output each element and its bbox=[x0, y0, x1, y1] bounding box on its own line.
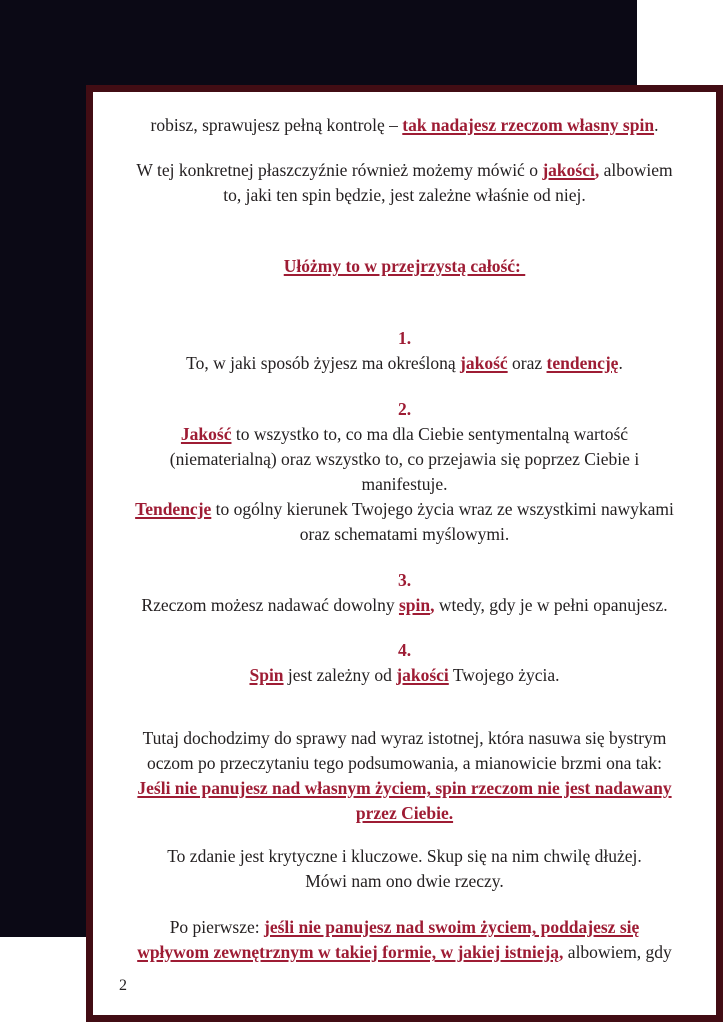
emphasized-text: tendencję bbox=[546, 353, 619, 373]
paragraph-conclusion bbox=[111, 726, 698, 826]
text-line bbox=[111, 663, 698, 688]
item-number-text: 2. bbox=[397, 399, 412, 419]
emphasized-text: tak nadajesz rzeczom własny spin bbox=[402, 115, 655, 135]
emphasized-text: Jeśli nie panujesz nad własnym życiem, spin rzeczom nie jest nadawany bbox=[137, 778, 672, 798]
text-line bbox=[111, 915, 698, 940]
text-run: Po pierwsze: bbox=[169, 917, 264, 937]
text-run: albowiem, gdy bbox=[563, 942, 672, 962]
list-item-1 bbox=[111, 326, 698, 376]
text-run: oczom po przeczytaniu tego podsumowania, a mianowicie brzmi ona tak: bbox=[146, 753, 663, 773]
text-run: Mówi nam ono dwie rzeczy. bbox=[305, 871, 504, 891]
emphasized-text: Jakość bbox=[180, 424, 232, 444]
text-line bbox=[111, 447, 698, 472]
item-number bbox=[111, 568, 698, 593]
text-run: jest zależny od bbox=[283, 665, 397, 685]
emphasized-text: Tendencje bbox=[135, 499, 212, 519]
heading-text: Ułóżmy to w przejrzystą całość: bbox=[283, 256, 526, 276]
emphasized-text: jakości bbox=[396, 665, 449, 685]
text-line bbox=[111, 844, 698, 869]
emphasized-text: spin bbox=[398, 595, 431, 615]
item-number bbox=[111, 638, 698, 663]
paragraph-first-point bbox=[111, 915, 698, 965]
text-run: . bbox=[618, 353, 623, 373]
text-line bbox=[111, 751, 698, 776]
text-run: To zdanie jest krytyczne i kluczowe. Skup się na nim chwilę dłużej. bbox=[167, 846, 642, 866]
list-item-2 bbox=[111, 397, 698, 547]
item-number bbox=[111, 397, 698, 422]
item-number-text: 4. bbox=[397, 640, 412, 660]
text-run: Rzeczom możesz nadawać dowolny bbox=[141, 595, 399, 615]
section-heading bbox=[111, 254, 698, 279]
text-line bbox=[111, 593, 698, 618]
text-run: to ogólny kierunek Twojego życia wraz ze wszystkimi nawykami bbox=[211, 499, 674, 519]
text-run: to, jaki ten spin będzie, jest zależne właśnie od niej. bbox=[223, 185, 586, 205]
text-run: oraz schematami myślowymi. bbox=[299, 524, 510, 544]
text-line bbox=[111, 801, 698, 826]
text-line bbox=[111, 183, 698, 208]
accent-punctuation: , bbox=[430, 595, 435, 615]
item-number bbox=[111, 326, 698, 351]
text-run: W tej konkretnej płaszczyźnie również możemy mówić o bbox=[136, 160, 543, 180]
text-line bbox=[111, 776, 698, 801]
text-run: albowiem bbox=[599, 160, 673, 180]
accent-punctuation: , bbox=[559, 942, 564, 962]
text-run: robisz, sprawujesz pełną kontrolę – bbox=[150, 115, 403, 135]
paragraph-opening bbox=[111, 113, 698, 138]
text-line bbox=[111, 522, 698, 547]
emphasized-text: jakość bbox=[460, 353, 508, 373]
text-line bbox=[111, 422, 698, 447]
page-content bbox=[93, 92, 716, 965]
text-run: to wszystko to, co ma dla Ciebie sentymentalną wartość bbox=[231, 424, 629, 444]
list-item-3 bbox=[111, 568, 698, 618]
text-run: oraz bbox=[507, 353, 547, 373]
text-run: manifestuje. bbox=[361, 474, 448, 494]
page-number: 2 bbox=[119, 977, 127, 994]
item-number-text: 1. bbox=[397, 328, 412, 348]
accent-punctuation: , bbox=[594, 160, 600, 180]
paragraph-reflection bbox=[111, 844, 698, 894]
text-line bbox=[111, 351, 698, 376]
document-page bbox=[86, 85, 723, 1022]
emphasized-text: jeśli nie panujesz nad swoim życiem, poddajesz się bbox=[264, 917, 640, 937]
text-run: wtedy, gdy je w pełni opanujesz. bbox=[434, 595, 668, 615]
text-line bbox=[111, 726, 698, 751]
emphasized-text: jakości bbox=[542, 160, 595, 180]
text-line bbox=[111, 869, 698, 894]
item-number-text: 3. bbox=[397, 570, 412, 590]
text-line bbox=[111, 472, 698, 497]
paragraph-quality bbox=[111, 158, 698, 208]
text-run: Twojego życia. bbox=[448, 665, 560, 685]
text-line bbox=[111, 158, 698, 183]
list-item-4 bbox=[111, 638, 698, 688]
emphasized-text: Spin bbox=[249, 665, 284, 685]
text-run: Tutaj dochodzimy do sprawy nad wyraz istotnej, która nasuwa się bystrym bbox=[142, 728, 667, 748]
text-line bbox=[111, 940, 698, 965]
text-run: (niematerialną) oraz wszystko to, co przejawia się poprzez Ciebie i bbox=[169, 449, 640, 469]
text-line bbox=[111, 497, 698, 522]
text-run: To, w jaki sposób żyjesz ma określoną bbox=[186, 353, 461, 373]
text-run: . bbox=[654, 115, 659, 135]
emphasized-text: wpływom zewnętrznym w takiej formie, w jakiej istnieją bbox=[137, 942, 560, 962]
emphasized-text: przez Ciebie. bbox=[355, 803, 454, 823]
